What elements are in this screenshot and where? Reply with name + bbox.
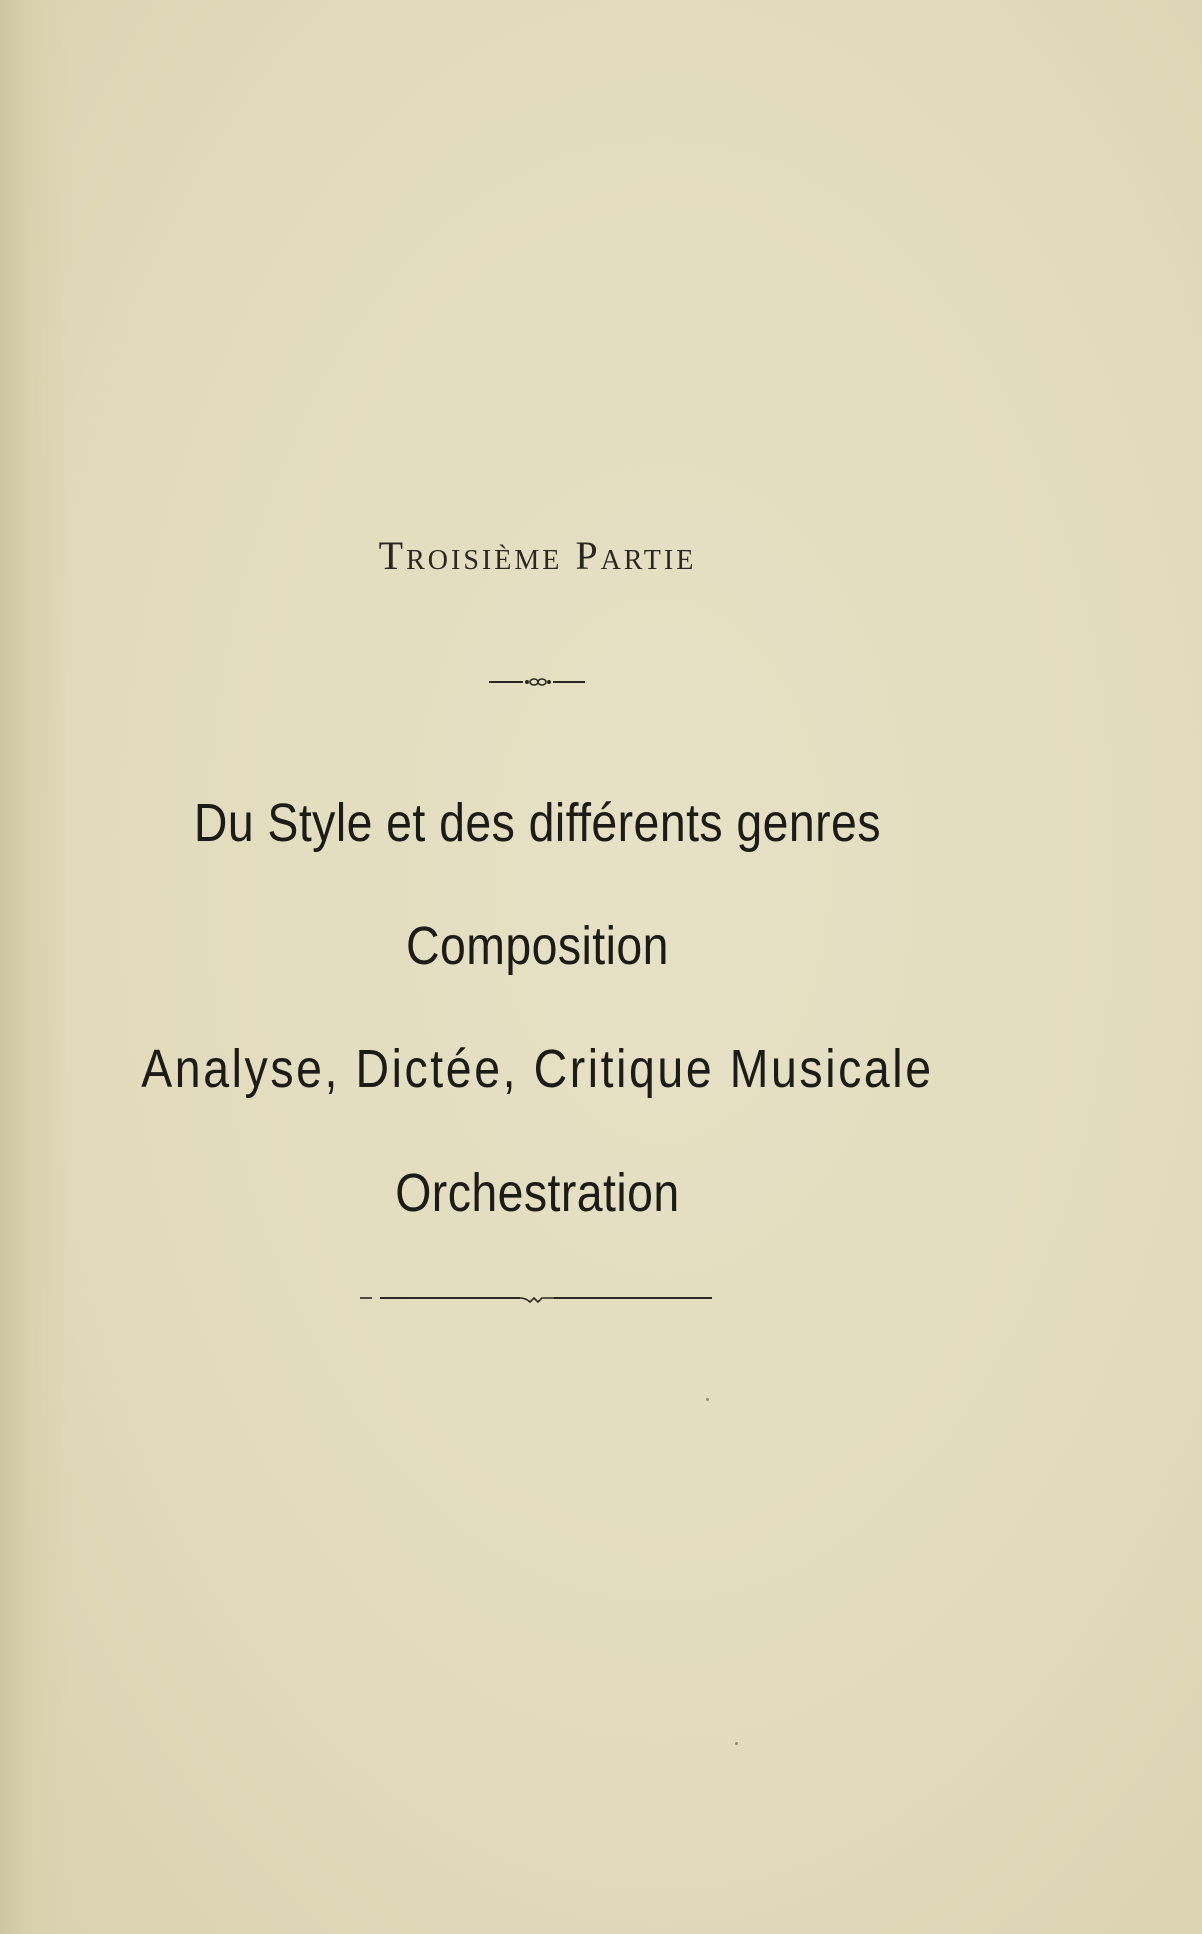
paper-speck	[706, 1398, 709, 1401]
page-edge-shadow	[0, 0, 70, 1934]
bottom-ornament-icon	[358, 1290, 718, 1308]
paper-speck	[735, 1742, 738, 1745]
title-line-orchestration: Orchestration	[395, 1163, 680, 1223]
part-heading: Troisième Partie	[378, 533, 697, 578]
title-line-composition: Composition	[405, 916, 669, 976]
title-line-analyse: Analyse, Dictée, Critique Musicale	[141, 1039, 934, 1099]
top-ornament-icon	[487, 676, 587, 688]
title-line-style: Du Style et des différents genres	[193, 793, 881, 853]
